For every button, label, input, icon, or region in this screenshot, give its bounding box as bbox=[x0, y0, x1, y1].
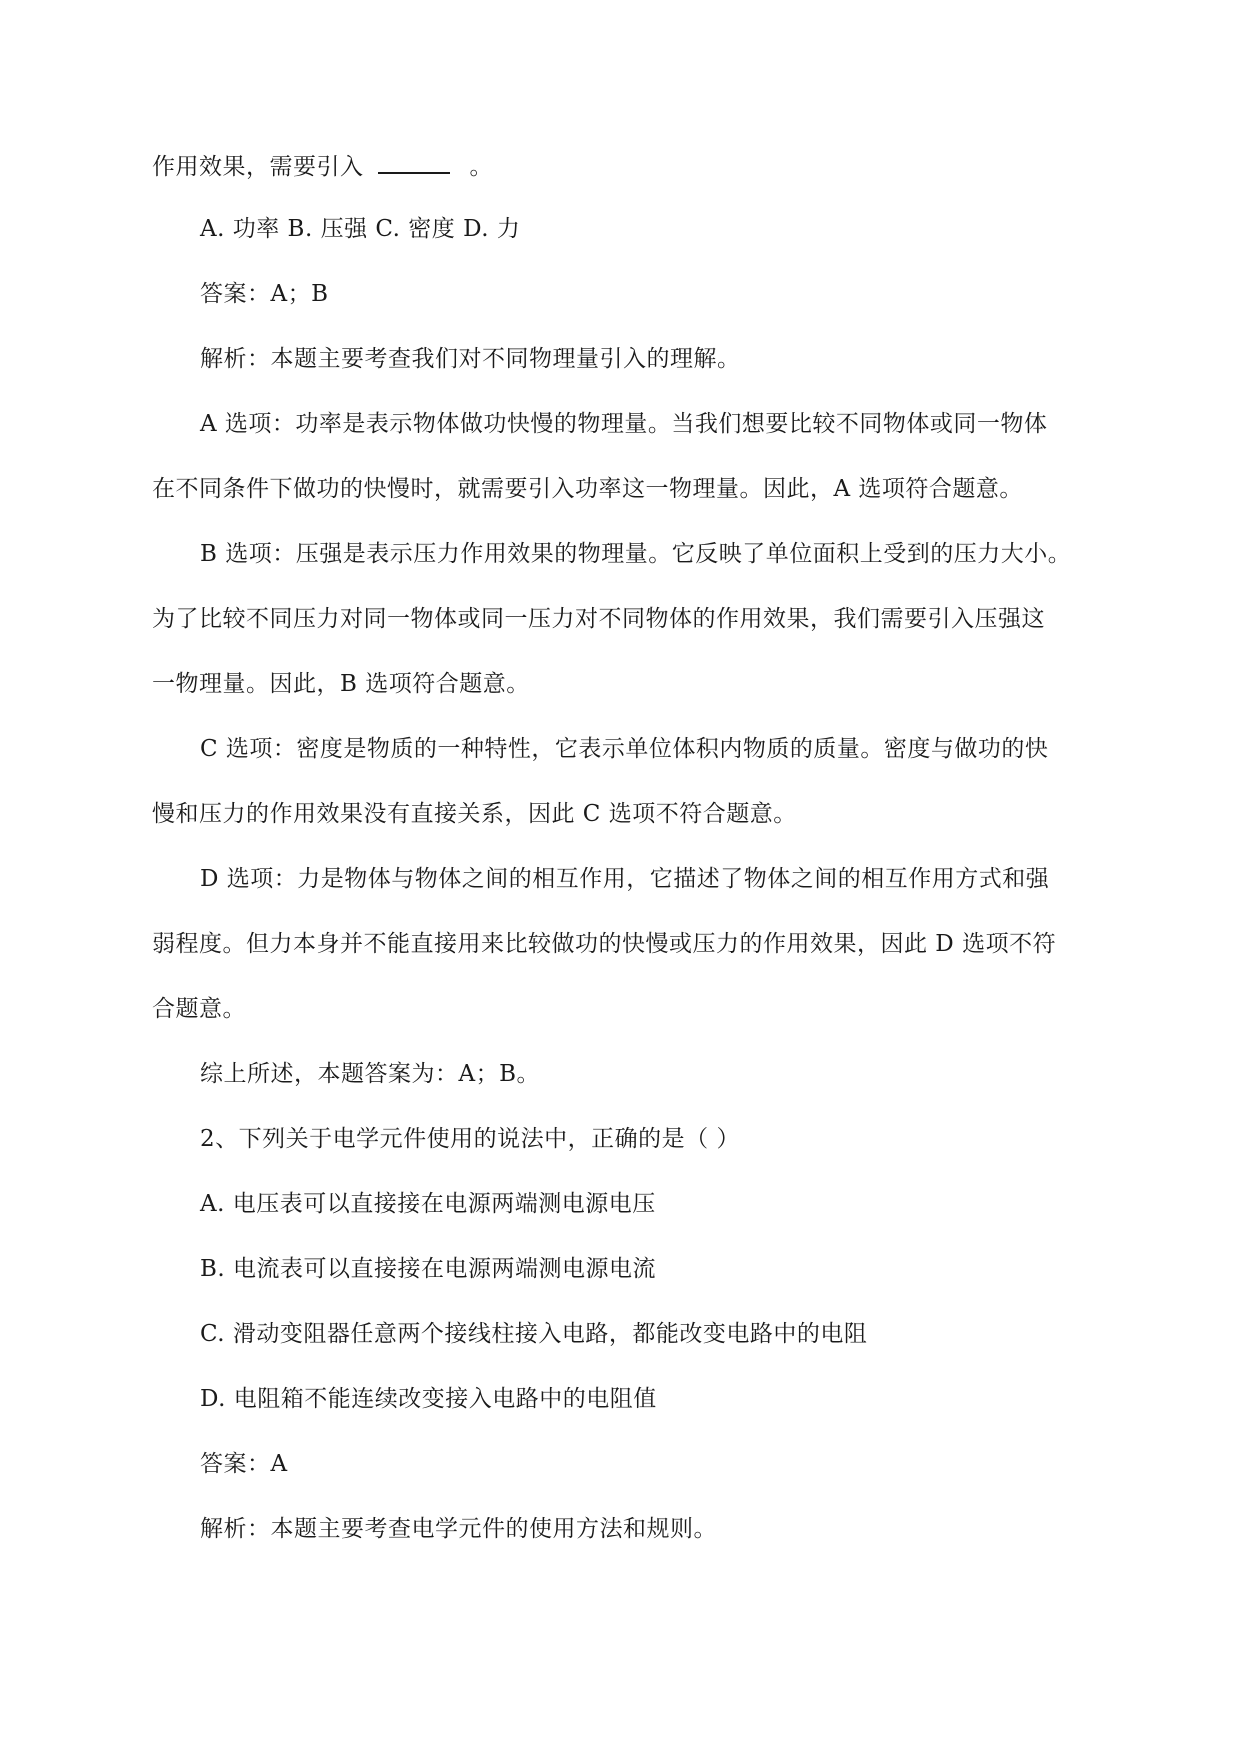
text-line-1-pre: 作用效果，需要引入 bbox=[152, 154, 364, 180]
paragraph-b-line-1: B 选项：压强是表示压力作用效果的物理量。它反映了单位面积上受到的压力大小。 bbox=[200, 541, 1072, 567]
paragraph-d-line-2: 弱程度。但力本身并不能直接用来比较做功的快慢或压力的作用效果，因此 D 选项不符 bbox=[152, 931, 1057, 957]
question-2-stem: 2、下列关于电学元件使用的说法中，正确的是（ ） bbox=[200, 1126, 740, 1152]
question-2-option-c: C. 滑动变阻器任意两个接线柱接入电路，都能改变电路中的电阻 bbox=[200, 1321, 868, 1347]
text-line-1 bbox=[152, 150, 493, 182]
paragraph-b-line-3: 一物理量。因此，B 选项符合题意。 bbox=[152, 671, 530, 697]
question-2-option-d: D. 电阻箱不能连续改变接入电路中的电阻值 bbox=[200, 1386, 657, 1412]
paragraph-b-line-2: 为了比较不同压力对同一物体或同一压力对不同物体的作用效果，我们需要引入压强这 bbox=[152, 606, 1045, 632]
summary-line: 综上所述，本题答案为：A；B。 bbox=[200, 1061, 541, 1087]
text-line-1-post: 。 bbox=[469, 154, 493, 180]
paragraph-d-line-3: 合题意。 bbox=[152, 996, 246, 1022]
question-2-analysis: 解析：本题主要考查电学元件的使用方法和规则。 bbox=[200, 1516, 717, 1542]
paragraph-c-line-1: C 选项：密度是物质的一种特性，它表示单位体积内物质的质量。密度与做功的快 bbox=[200, 736, 1049, 762]
answer-blank bbox=[378, 150, 450, 174]
question-2-option-b: B. 电流表可以直接接在电源两端测电源电流 bbox=[200, 1256, 657, 1282]
paragraph-a-line-1: A 选项：功率是表示物体做功快慢的物理量。当我们想要比较不同物体或同一物体 bbox=[200, 411, 1048, 437]
paragraph-c-line-2: 慢和压力的作用效果没有直接关系，因此 C 选项不符合题意。 bbox=[152, 801, 797, 827]
analysis-line: 解析：本题主要考查我们对不同物理量引入的理解。 bbox=[200, 346, 741, 372]
paragraph-d-line-1: D 选项：力是物体与物体之间的相互作用，它描述了物体之间的相互作用方式和强 bbox=[200, 866, 1050, 892]
answer-line: 答案：A；B bbox=[200, 281, 329, 307]
paragraph-a-line-2: 在不同条件下做功的快慢时，就需要引入功率这一物理量。因此，A 选项符合题意。 bbox=[152, 476, 1023, 502]
options-line: A. 功率 B. 压强 C. 密度 D. 力 bbox=[200, 216, 521, 242]
question-2-answer: 答案：A bbox=[200, 1451, 288, 1477]
question-2-option-a: A. 电压表可以直接接在电源两端测电源电压 bbox=[200, 1191, 656, 1217]
